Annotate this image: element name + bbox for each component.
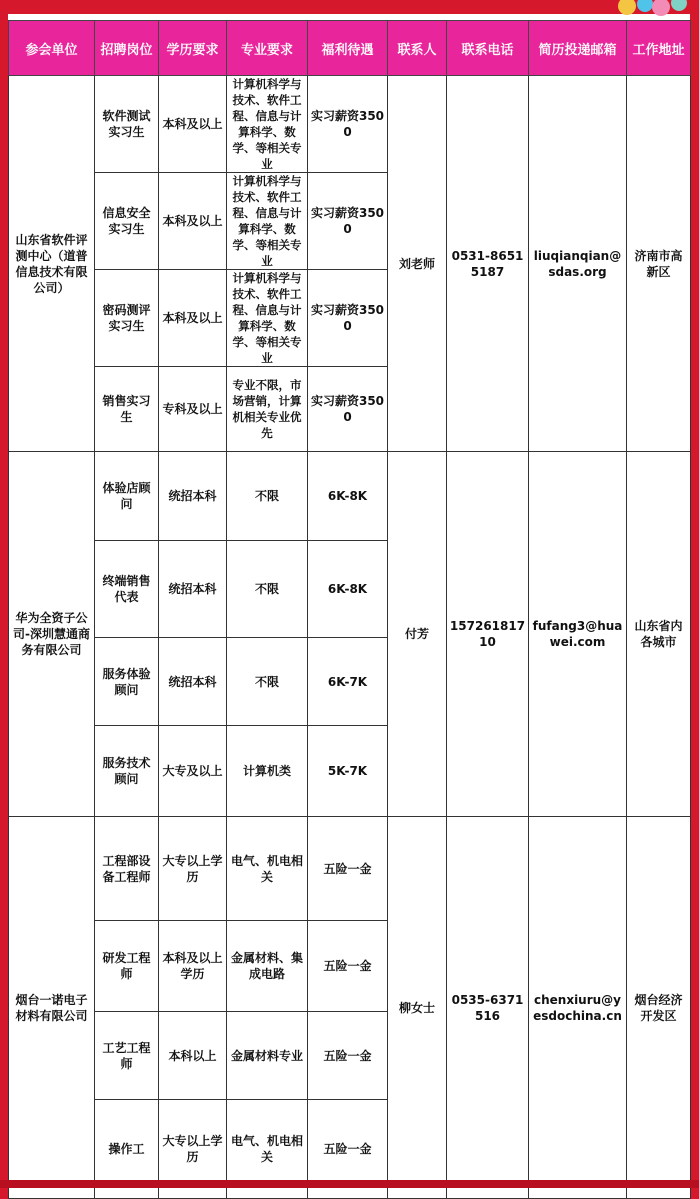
- resume-email: chenxiuru@yesdochina.cn: [529, 817, 627, 1199]
- job-major: 金属材料专业: [227, 1012, 308, 1100]
- header-benefit: 福利待遇: [308, 21, 388, 76]
- balloons-decoration: [609, 0, 699, 22]
- job-title: 体验店顾问: [95, 452, 159, 541]
- job-benefit: 6K-8K: [308, 541, 388, 638]
- footer-band: [0, 1180, 699, 1188]
- contact-person: 柳女士: [388, 817, 447, 1199]
- job-major: 计算机科学与技术、软件工程、信息与计算科学、数学、等相关专业: [227, 76, 308, 173]
- company-name: 烟台一诺电子材料有限公司: [9, 817, 95, 1199]
- job-major: 电气、机电相关: [227, 817, 308, 921]
- resume-email: liuqianqian@sdas.org: [529, 76, 627, 452]
- header-address: 工作地址: [627, 21, 691, 76]
- job-benefit: 五险一金: [308, 1012, 388, 1100]
- job-major: 不限: [227, 638, 308, 726]
- job-title: 操作工: [95, 1100, 159, 1199]
- job-benefit: 实习薪资3500: [308, 173, 388, 270]
- job-major: 专业不限，市场营销，计算机相关专业优先: [227, 367, 308, 452]
- job-benefit: 五险一金: [308, 921, 388, 1012]
- job-education: 大专及以上: [159, 726, 227, 817]
- job-education: 大专以上学历: [159, 817, 227, 921]
- recruitment-table: [8, 20, 691, 1199]
- job-education: 本科及以上: [159, 76, 227, 173]
- job-benefit: 五险一金: [308, 817, 388, 921]
- header-company: 参会单位: [9, 21, 95, 76]
- job-title: 销售实习生: [95, 367, 159, 452]
- job-benefit: 6K-8K: [308, 452, 388, 541]
- job-title: 信息安全实习生: [95, 173, 159, 270]
- job-benefit: 5K-7K: [308, 726, 388, 817]
- job-education: 统招本科: [159, 638, 227, 726]
- header-email: 简历投递邮箱: [529, 21, 627, 76]
- job-education: 专科及以上: [159, 367, 227, 452]
- contact-phone: 0531-86515187: [447, 76, 529, 452]
- header-phone: 联系电话: [447, 21, 529, 76]
- job-education: 本科以上: [159, 1012, 227, 1100]
- job-education: 统招本科: [159, 452, 227, 541]
- job-education: 本科及以上: [159, 270, 227, 367]
- contact-phone: 15726181710: [447, 452, 529, 817]
- table-row: [9, 452, 691, 541]
- job-benefit: 6K-7K: [308, 638, 388, 726]
- job-major: 计算机类: [227, 726, 308, 817]
- job-benefit: 实习薪资3500: [308, 367, 388, 452]
- job-title: 研发工程师: [95, 921, 159, 1012]
- work-address: 山东省内各城市: [627, 452, 691, 817]
- job-major: 金属材料、集成电路: [227, 921, 308, 1012]
- job-title: 工艺工程师: [95, 1012, 159, 1100]
- job-education: 统招本科: [159, 541, 227, 638]
- table-row: [9, 76, 691, 173]
- job-title: 服务技术顾问: [95, 726, 159, 817]
- header-row: [9, 21, 691, 76]
- job-education: 本科及以上学历: [159, 921, 227, 1012]
- job-education: 大专以上学历: [159, 1100, 227, 1199]
- header-major: 专业要求: [227, 21, 308, 76]
- header-contact: 联系人: [388, 21, 447, 76]
- job-benefit: 五险一金: [308, 1100, 388, 1199]
- header-education: 学历要求: [159, 21, 227, 76]
- job-title: 终端销售代表: [95, 541, 159, 638]
- work-address: 烟台经济开发区: [627, 817, 691, 1199]
- job-title: 软件测试实习生: [95, 76, 159, 173]
- company-name: 山东省软件评测中心（道普信息技术有限公司）: [9, 76, 95, 452]
- job-benefit: 实习薪资3500: [308, 270, 388, 367]
- resume-email: fufang3@huawei.com: [529, 452, 627, 817]
- contact-person: 付芳: [388, 452, 447, 817]
- table-row: [9, 817, 691, 921]
- job-major: 计算机科学与技术、软件工程、信息与计算科学、数学、等相关专业: [227, 270, 308, 367]
- job-education: 本科及以上: [159, 173, 227, 270]
- header-position: 招聘岗位: [95, 21, 159, 76]
- work-address: 济南市高新区: [627, 76, 691, 452]
- job-benefit: 实习薪资3500: [308, 76, 388, 173]
- job-major: 不限: [227, 541, 308, 638]
- job-major: 计算机科学与技术、软件工程、信息与计算科学、数学、等相关专业: [227, 173, 308, 270]
- job-major: 电气、机电相关: [227, 1100, 308, 1199]
- contact-phone: 0535-6371516: [447, 817, 529, 1199]
- job-title: 工程部设备工程师: [95, 817, 159, 921]
- contact-person: 刘老师: [388, 76, 447, 452]
- company-name: 华为全资子公司-深圳慧通商务有限公司: [9, 452, 95, 817]
- job-title: 密码测评实习生: [95, 270, 159, 367]
- job-title: 服务体验顾问: [95, 638, 159, 726]
- job-major: 不限: [227, 452, 308, 541]
